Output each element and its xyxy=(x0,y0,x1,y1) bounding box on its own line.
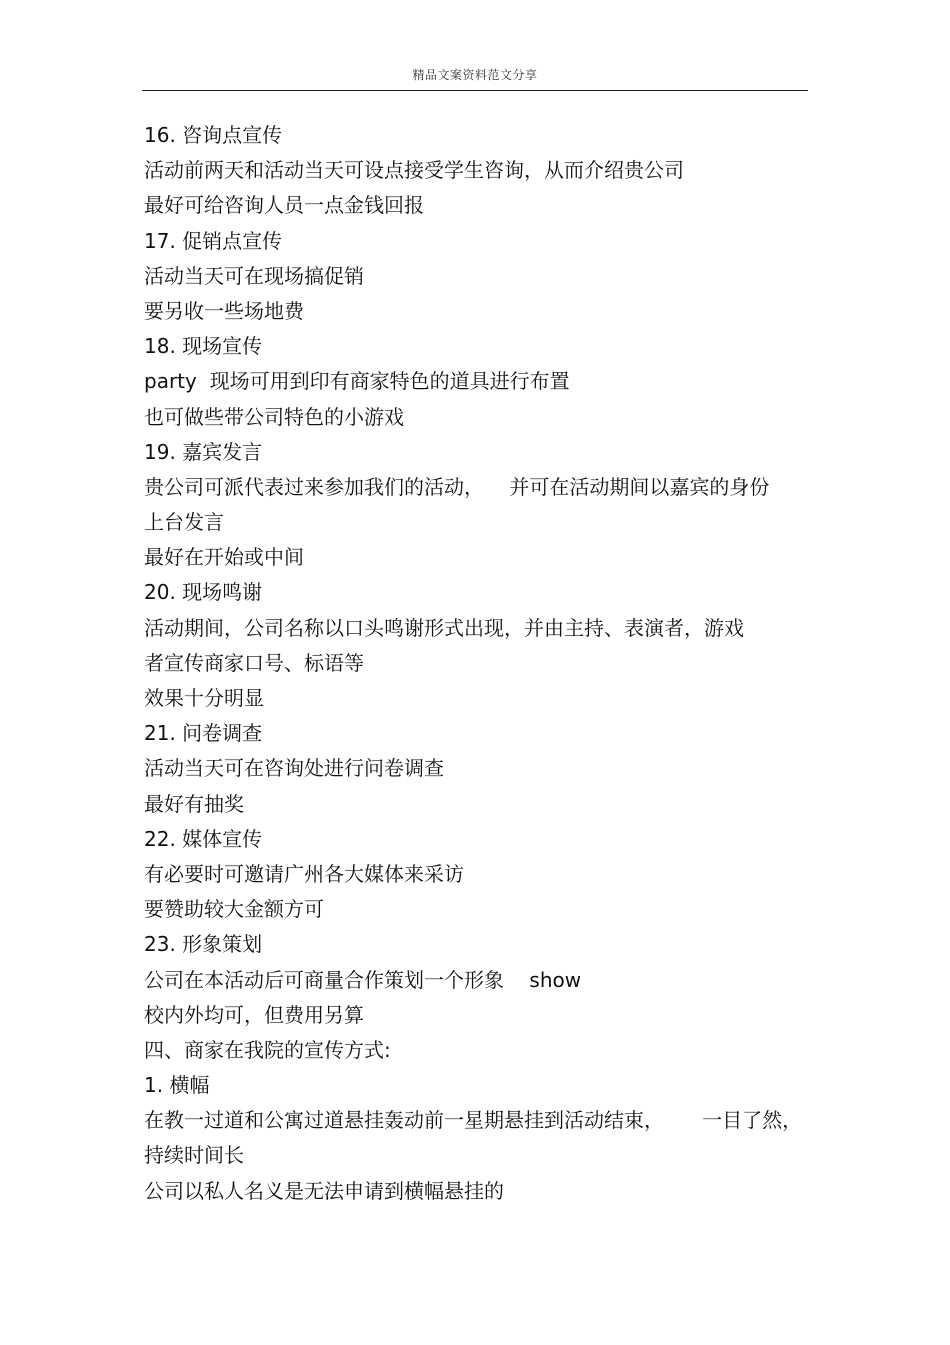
section-heading-1: 1. 横幅 xyxy=(144,1073,210,1098)
section-heading-21: 21. 问卷调查 xyxy=(144,721,263,746)
paragraph-line: 在教一过道和公寓过道悬挂轰动前一星期悬挂到活动结束， 一目了然， xyxy=(144,1108,803,1133)
paragraph-line: 贵公司可派代表过来参加我们的活动， 并可在活动期间以嘉宾的身份 xyxy=(144,474,770,499)
header-divider xyxy=(142,90,808,91)
section-heading-23: 23. 形象策划 xyxy=(144,932,263,957)
paragraph-line: 者宣传商家口号、标语等 xyxy=(144,650,364,675)
section-heading-19: 19. 嘉宾发言 xyxy=(144,439,263,464)
paragraph-line: 校内外均可，但费用另算 xyxy=(144,1002,364,1027)
section-heading-17: 17. 促销点宣传 xyxy=(144,228,283,253)
paragraph-line: 持续时间长 xyxy=(144,1143,244,1168)
paragraph-line: 公司以私人名义是无法申请到横幅悬挂的 xyxy=(144,1178,504,1203)
document-body xyxy=(144,118,812,1209)
section-heading-16: 16. 咨询点宣传 xyxy=(144,123,283,147)
paragraph-line: 公司在本活动后可商量合作策划一个形象 show xyxy=(144,967,582,992)
paragraph-line: 最好可给咨询人员一点金钱回报 xyxy=(144,193,424,218)
paragraph-line: 也可做些带公司特色的小游戏 xyxy=(144,404,404,429)
paragraph-line: 上台发言 xyxy=(144,510,224,535)
section-heading-22: 22. 媒体宣传 xyxy=(144,826,263,851)
section-heading-18: 18. 现场宣传 xyxy=(144,334,263,359)
paragraph-line: 要赞助较大金额方可 xyxy=(144,897,324,922)
paragraph-line: 活动前两天和活动当天可设点接受学生咨询，从而介绍贵公司 xyxy=(144,158,684,183)
paragraph-line: 活动当天可在现场搞促销 xyxy=(144,263,364,288)
paragraph-line: 最好有抽奖 xyxy=(144,791,244,816)
chapter-heading-4: 四、商家在我院的宣传方式: xyxy=(144,1037,391,1062)
paragraph-line: 活动当天可在咨询处进行问卷调查 xyxy=(144,756,444,781)
page-header-title: 精品文案资料范文分享 xyxy=(412,68,538,82)
paragraph-line: 最好在开始或中间 xyxy=(144,545,304,570)
paragraph-line: 有必要时可邀请广州各大媒体来采访 xyxy=(144,861,464,886)
section-heading-20: 20. 现场鸣谢 xyxy=(144,580,263,605)
paragraph-line: 活动期间，公司名称以口头鸣谢形式出现，并由主持、表演者，游戏 xyxy=(144,615,744,640)
paragraph-line: 要另收一些场地费 xyxy=(144,298,304,323)
paragraph-line: 效果十分明显 xyxy=(144,686,264,710)
paragraph-line: party 现场可用到印有商家特色的道具进行布置 xyxy=(144,369,570,394)
